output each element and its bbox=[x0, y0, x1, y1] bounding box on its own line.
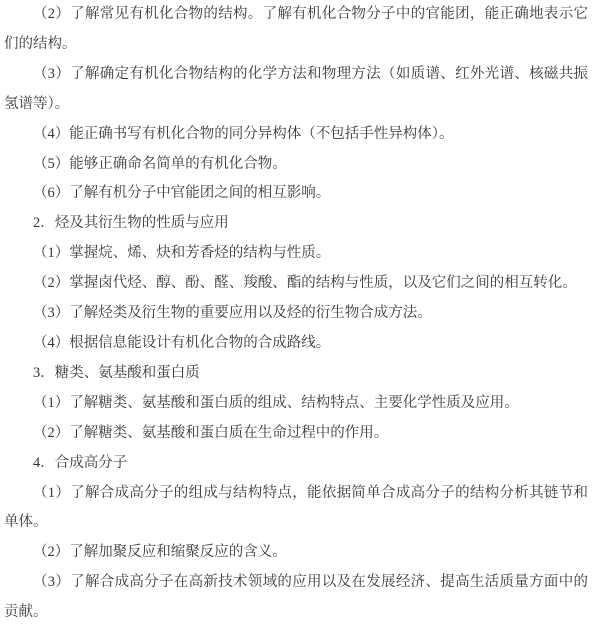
syllabus-item-paragraph: （3）了解合成高分子在高新技术领域的应用以及在发展经济、提高生活质量方面中的贡献。 bbox=[4, 574, 588, 621]
section-heading: 2．烃及其衍生物的性质与应用 bbox=[33, 215, 229, 232]
syllabus-item-paragraph: （2）了解糖类、氨基酸和蛋白质在生命过程中的作用。 bbox=[33, 424, 389, 441]
syllabus-item-paragraph: （4）根据信息能设计有机化合物的合成路线。 bbox=[33, 334, 331, 351]
syllabus-item-paragraph: （2）了解加聚反应和缩聚反应的含义。 bbox=[33, 544, 287, 561]
syllabus-item-paragraph: （4）能正确书写有机化合物的同分异构体（不包括手性异构体）。 bbox=[33, 125, 454, 142]
section-heading: 4．合成高分子 bbox=[33, 454, 128, 471]
syllabus-item-paragraph: （6）了解有机分子中官能团之间的相互影响。 bbox=[33, 185, 331, 202]
syllabus-item-paragraph: （3）了解确定有机化合物结构的化学方法和物理方法（如质谱、红外光谱、核磁共振氢谱等）。 bbox=[4, 65, 588, 112]
syllabus-item-paragraph: （3）了解烃类及衍生物的重要应用以及烃的衍生物合成方法。 bbox=[33, 305, 432, 322]
syllabus-item-paragraph: （2）了解常见有机化合物的结构。了解有机化合物分子中的官能团，能正确地表示它们的结构。 bbox=[4, 6, 588, 52]
syllabus-item-paragraph: （2）掌握卤代烃、醇、酚、醛、羧酸、酯的结构与性质，以及它们之间的相互转化。 bbox=[33, 275, 577, 292]
syllabus-item-paragraph: （5）能够正确命名简单的有机化合物。 bbox=[33, 155, 287, 172]
syllabus-item-paragraph: （1）掌握烷、烯、炔和芳香烃的结构与性质。 bbox=[33, 245, 331, 262]
document-body bbox=[4, 0, 588, 628]
section-heading: 3．糖类、氨基酸和蛋白质 bbox=[33, 364, 200, 381]
syllabus-item-paragraph: （1）了解糖类、氨基酸和蛋白质的组成、结构特点、主要化学性质及应用。 bbox=[33, 394, 519, 411]
syllabus-item-paragraph: （1）了解合成高分子的组成与结构特点，能依据简单合成高分子的结构分析其链节和单体。 bbox=[4, 484, 588, 531]
